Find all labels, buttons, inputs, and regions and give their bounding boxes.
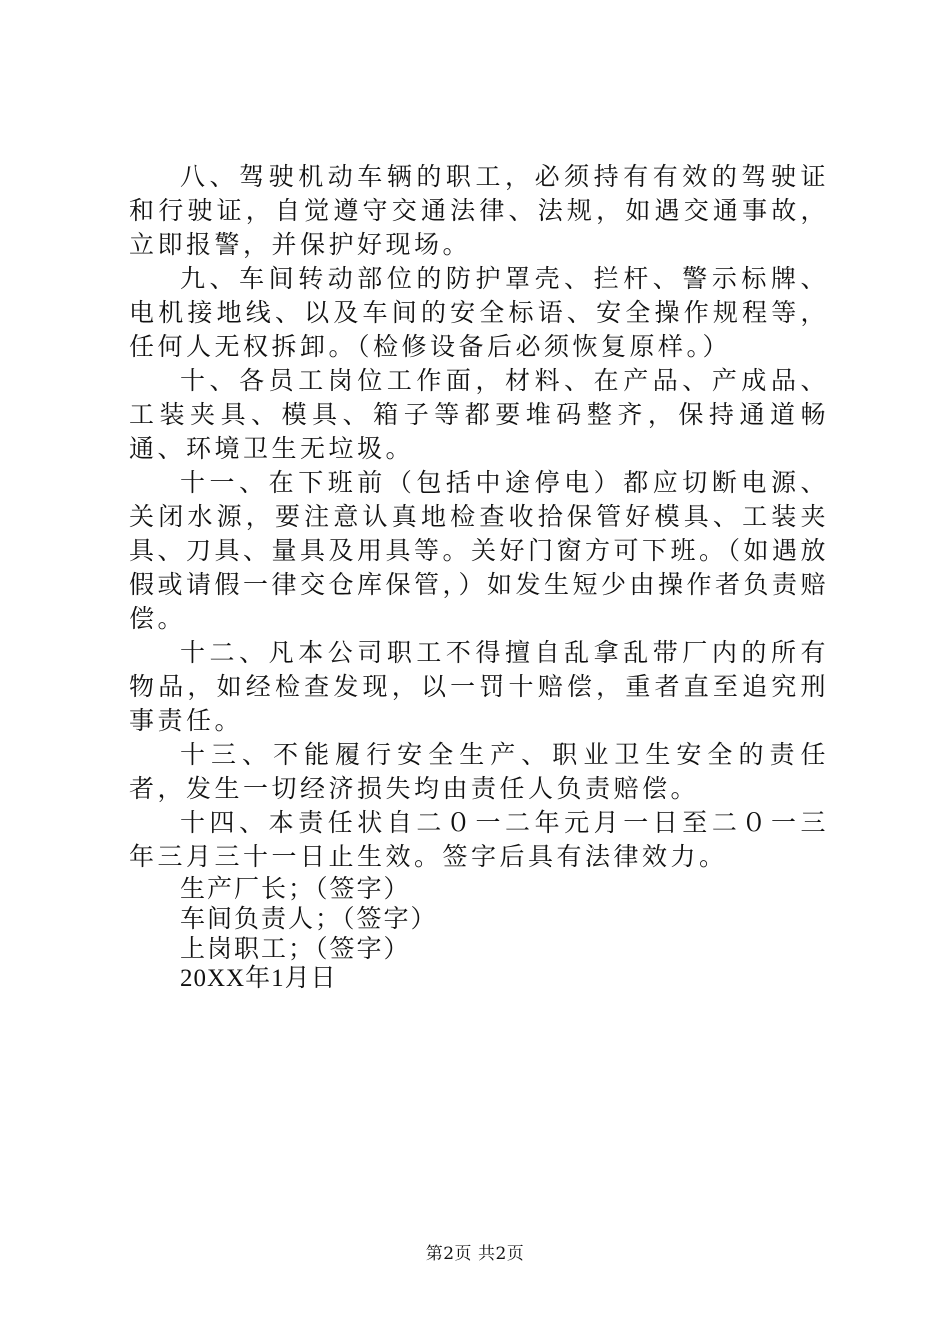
signature-date: 20XX年1月日 xyxy=(180,965,337,992)
signature-workshop-head: 车间负责人；（签字） xyxy=(180,904,438,933)
document-body xyxy=(129,160,829,994)
clause-12: 十二、凡本公司职工不得擅自乱拿乱带厂内的所有物品，如经检查发现，以一罚十赔偿，重者直至追究刑事责任。 xyxy=(129,638,829,735)
clause-8: 八、驾驶机动车辆的职工，必须持有有效的驾驶证和行驶证，自觉遵守交通法律、法规，如遇交通事故，立即报警，并保护好现场。 xyxy=(129,162,829,259)
clause-13: 十三、不能履行安全生产、职业卫生安全的责任者，发生一切经济损失均由责任人负责赔偿。 xyxy=(129,740,829,803)
clause-9: 九、车间转动部位的防护罩壳、拦杆、警示标牌、电机接地线、以及车间的安全标语、安全操作规程等，任何人无权拆卸。（检修设备后必须恢复原样。） xyxy=(129,264,829,361)
clause-14: 十四、本责任状自二０一二年元月一日至二０一三年三月三十一日止生效。签字后具有法律效力。 xyxy=(129,808,829,871)
page-footer: 第2页 共2页 xyxy=(425,1244,525,1264)
signature-worker: 上岗职工；（签字） xyxy=(180,934,411,963)
signature-factory-director: 生产厂长；（签字） xyxy=(180,874,411,903)
clause-11: 十一、在下班前（包括中途停电）都应切断电源、关闭水源，要注意认真地检查收拾保管好模具、工装夹具、刀具、量具及用具等。关好门窗方可下班。（如遇放假或请假一律交仓库保管，）如发生短少由操作者负责赔偿。 xyxy=(129,468,830,633)
clause-10: 十、各员工岗位工作面，材料、在产品、产成品、工装夹具、模具、箱子等都要堆码整齐，保持通道畅通、环境卫生无垃圾。 xyxy=(129,366,829,463)
